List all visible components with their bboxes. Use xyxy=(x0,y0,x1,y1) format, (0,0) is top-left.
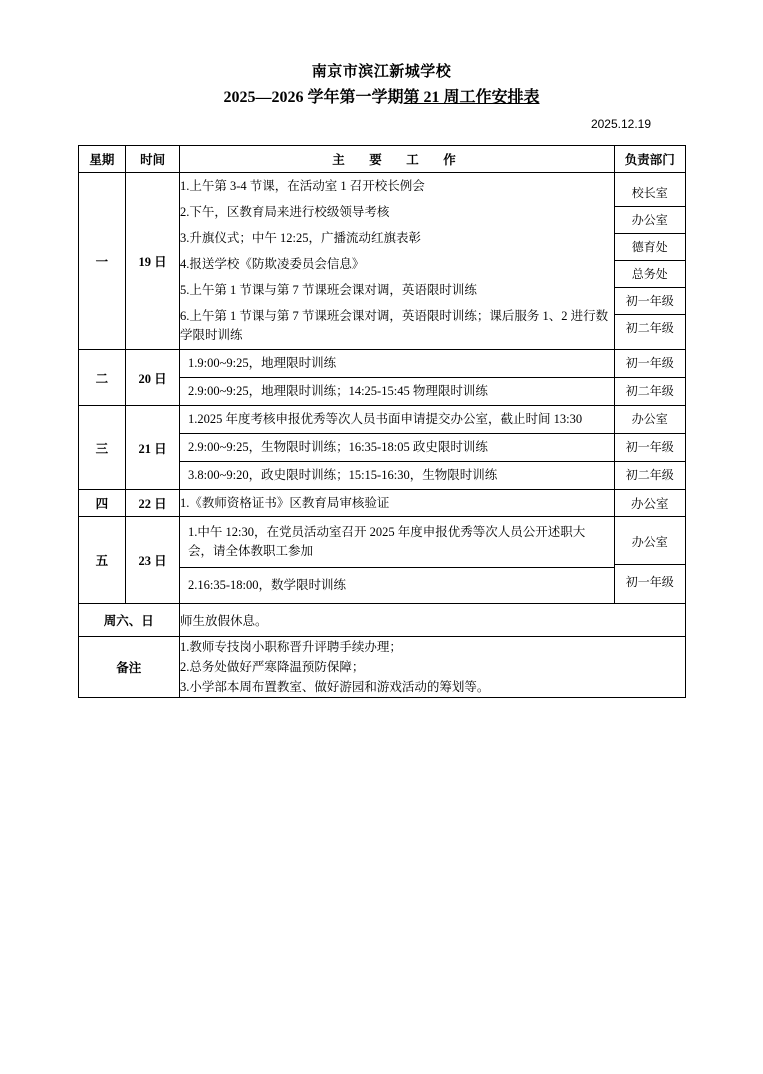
school-name: 南京市滨江新城学校 xyxy=(311,64,452,80)
time-label: 22 日 xyxy=(126,490,180,517)
table-row-weekend xyxy=(78,604,685,637)
dept-label: 初一年级 xyxy=(625,575,674,589)
work-content xyxy=(180,490,615,517)
work-item: 2.9:00~9:25，生物限时训练；16:35-18:05 政史限时训练 xyxy=(180,434,614,462)
work-content xyxy=(180,350,615,406)
dept-label: 初一年级 xyxy=(615,350,684,378)
dept-label: 办公室 xyxy=(615,490,685,517)
document-date: 2025.12.19 xyxy=(590,117,651,131)
dept-label: 总务处 xyxy=(615,261,684,288)
header-day: 星期 xyxy=(78,146,126,173)
dept-content xyxy=(615,173,685,350)
weekend-label: 周六、日 xyxy=(78,604,180,637)
remark-line: 3.小学部本周布置教室、做好游园和游戏活动的筹划等。 xyxy=(180,680,490,694)
work-item: 1.上午第 3-4 节课，在活动室 1 召开校长例会 xyxy=(180,179,425,193)
work-item: 2.9:00~9:25，地理限时训练；14:25-15:45 物理限时训练 xyxy=(188,384,488,398)
dept-content xyxy=(615,350,685,406)
table-row xyxy=(78,350,685,406)
page-title xyxy=(40,85,723,111)
header-work: 主 要 工 作 xyxy=(180,146,615,173)
table-row xyxy=(78,490,685,517)
header-time: 时间 xyxy=(126,146,180,173)
dept-label: 德育处 xyxy=(615,234,684,261)
work-item: 2.16:35-18:00，数学限时训练 xyxy=(188,578,346,592)
remark-content xyxy=(180,637,686,698)
time-label: 19 日 xyxy=(126,173,180,350)
remark-line: 2.总务处做好严寒降温预防保障； xyxy=(180,660,365,674)
work-item: 1.2025 年度考核申报优秀等次人员书面申请提交办公室，截止时间 13:30 xyxy=(180,406,614,434)
dept-label: 办公室 xyxy=(615,520,684,565)
work-content xyxy=(180,173,615,350)
dept-label: 校长室 xyxy=(615,180,684,207)
header-dept: 负责部门 xyxy=(615,146,685,173)
title-prefix: 2025—2026 学年第一学期 xyxy=(223,89,404,106)
day-label: 三 xyxy=(78,406,126,490)
day-label: 一 xyxy=(78,173,126,350)
work-item: 3.8:00~9:20，政史限时训练；15:15-16:30，生物限时训练 xyxy=(188,468,498,482)
work-item: 2.下午，区教育局来进行校级领导考核 xyxy=(180,205,390,219)
dept-label: 办公室 xyxy=(615,207,684,234)
document-header xyxy=(40,60,723,131)
dept-label: 初一年级 xyxy=(615,288,684,315)
table-row xyxy=(78,406,685,490)
table-row-remark xyxy=(78,637,685,698)
day-label: 五 xyxy=(78,517,126,604)
dept-content xyxy=(615,517,685,604)
time-label: 20 日 xyxy=(126,350,180,406)
dept-label: 初二年级 xyxy=(625,468,674,482)
work-item: 3.升旗仪式；中午 12:25，广播流动红旗表彰 xyxy=(180,231,421,245)
work-item: 1.《教师资格证书》区教育局审核验证 xyxy=(180,496,390,510)
work-item: 4.报送学校《防欺凌委员会信息》 xyxy=(180,257,365,271)
table-row xyxy=(78,517,685,604)
work-content xyxy=(180,406,615,490)
remark-label: 备注 xyxy=(78,637,180,698)
title-week: 第 21 周 xyxy=(403,89,460,106)
day-label: 四 xyxy=(78,490,126,517)
weekend-text: 师生放假休息。 xyxy=(180,604,686,637)
work-content xyxy=(180,517,615,604)
time-label: 21 日 xyxy=(126,406,180,490)
table-row xyxy=(78,173,685,350)
dept-label: 初二年级 xyxy=(625,321,674,335)
work-schedule-table xyxy=(78,145,686,698)
day-label: 二 xyxy=(78,350,126,406)
remark-line: 1.教师专技岗小职称晋升评聘手续办理； xyxy=(180,640,402,654)
table-header-row xyxy=(78,146,685,173)
dept-content xyxy=(615,406,685,490)
dept-label: 办公室 xyxy=(615,406,684,434)
time-label: 23 日 xyxy=(126,517,180,604)
work-item: 1.中午 12:30，在党员活动室召开 2025 年度申报优秀等次人员公开述职大会，请全体教职工参加 xyxy=(180,517,614,568)
dept-label: 初二年级 xyxy=(625,384,674,398)
dept-label: 初一年级 xyxy=(615,434,684,462)
work-item: 6.上午第 1 节课与第 7 节课班会课对调，英语限时训练；课后服务 1、2 进行数学限时训练 xyxy=(180,309,609,342)
work-item: 5.上午第 1 节课与第 7 节课班会课对调，英语限时训练 xyxy=(180,283,477,297)
title-suffix: 工作安排表 xyxy=(459,89,540,106)
work-item: 1.9:00~9:25，地理限时训练 xyxy=(180,350,614,378)
